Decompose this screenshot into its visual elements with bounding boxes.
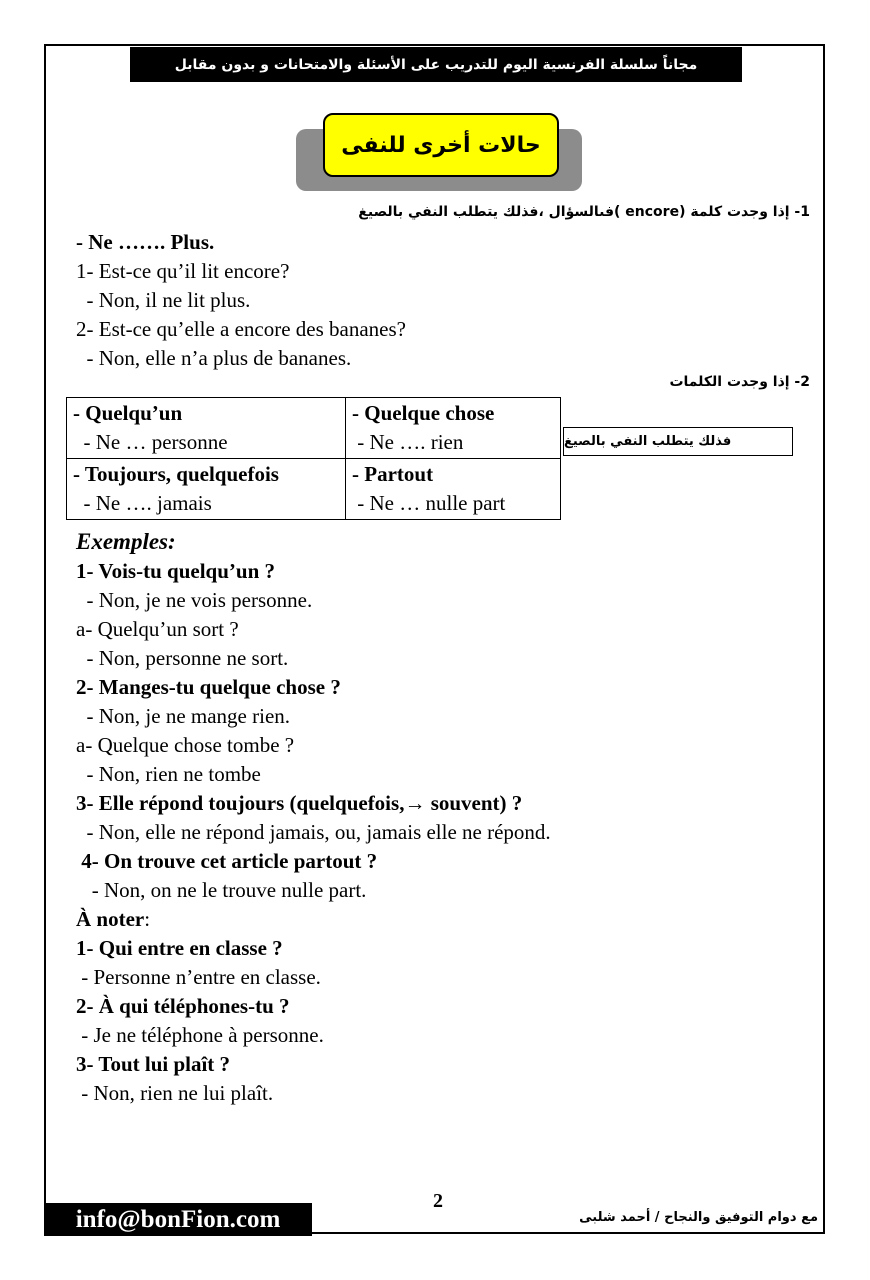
noter-question: 3- Tout lui plaît ? bbox=[76, 1052, 231, 1076]
table-cell bbox=[346, 459, 561, 520]
example-line: 1- Est-ce qu’il lit encore? bbox=[76, 259, 290, 283]
noter-answer: - Personne n’entre en classe. bbox=[76, 965, 321, 989]
cell-negation: - Ne … nulle part bbox=[352, 491, 506, 515]
cell-word: - Toujours, quelquefois bbox=[73, 462, 279, 486]
table-row bbox=[67, 459, 561, 520]
table-cell bbox=[67, 459, 346, 520]
example-answer: - Non, je ne mange rien. bbox=[76, 704, 291, 728]
cell-word: - Partout bbox=[352, 462, 434, 486]
noter-colon: : bbox=[144, 907, 151, 931]
example-line: 2- Est-ce qu’elle a encore des bananes? bbox=[76, 317, 406, 341]
section1-rule: 1- إذا وجدت كلمة (encore )فىالسؤال ،فذلك يتطلب النفي بالصيغ bbox=[358, 204, 810, 220]
cell-negation: - Ne … personne bbox=[73, 430, 228, 454]
example-answer: - Non, personne ne sort. bbox=[76, 646, 289, 670]
page-number: 2 bbox=[433, 1190, 443, 1212]
noter-heading-text: À noter bbox=[76, 907, 145, 931]
example-question: 2- Manges-tu quelque chose ? bbox=[76, 675, 341, 699]
example-answer: - Non, je ne vois personne. bbox=[76, 588, 313, 612]
noter-heading bbox=[76, 905, 150, 934]
arrow-right-icon: → bbox=[404, 791, 426, 815]
noter-question: 2- À qui téléphones-tu ? bbox=[76, 994, 290, 1018]
example-line: - Non, elle n’a plus de bananes. bbox=[76, 346, 352, 370]
cell-negation: - Ne …. rien bbox=[352, 430, 464, 454]
header-banner: مجاناً سلسلة الفرنسية اليوم للتدريب على الأسئلة والامتحانات و بدون مقابل bbox=[130, 47, 742, 82]
example-question: 4- On trouve cet article partout ? bbox=[76, 849, 378, 873]
footer-email[interactable]: info@bonFion.com bbox=[44, 1203, 312, 1236]
example-answer: - Non, on ne le trouve nulle part. bbox=[76, 878, 367, 902]
examples-heading: Exemples: bbox=[76, 529, 176, 554]
table-cell bbox=[67, 398, 346, 459]
pattern-ne-plus: - Ne ……. Plus. bbox=[76, 230, 215, 254]
section2-heading: 2- إذا وجدت الكلمات bbox=[669, 374, 810, 390]
question-text: 3- Elle répond toujours (quelquefois, bbox=[76, 791, 405, 815]
noter-answer: - Non, rien ne lui plaît. bbox=[76, 1081, 274, 1105]
side-note: فذلك يتطلب النفي بالصيغ bbox=[563, 427, 793, 456]
example-question bbox=[76, 789, 522, 818]
footer-signature: مع دوام التوفيق والنجاح / أحمد شلبى bbox=[579, 1210, 818, 1225]
example-answer: - Non, rien ne tombe bbox=[76, 762, 261, 786]
example-line: - Non, il ne lit plus. bbox=[76, 288, 251, 312]
table-cell bbox=[346, 398, 561, 459]
example-question: 1- Vois-tu quelqu’un ? bbox=[76, 559, 275, 583]
cell-negation: - Ne …. jamais bbox=[73, 491, 212, 515]
noter-answer: - Je ne téléphone à personne. bbox=[76, 1023, 324, 1047]
cell-word: - Quelqu’un bbox=[73, 401, 183, 425]
example-question: a- Quelqu’un sort ? bbox=[76, 617, 239, 641]
noter-question: 1- Qui entre en classe ? bbox=[76, 936, 283, 960]
negation-table bbox=[66, 397, 561, 520]
example-question: a- Quelque chose tombe ? bbox=[76, 733, 295, 757]
table-row bbox=[67, 398, 561, 459]
example-answer: - Non, elle ne répond jamais, ou, jamais elle ne répond. bbox=[76, 820, 551, 844]
question-text: souvent) ? bbox=[425, 791, 523, 815]
cell-word: - Quelque chose bbox=[352, 401, 495, 425]
page-title: حالات أخرى للنفى bbox=[323, 113, 559, 177]
